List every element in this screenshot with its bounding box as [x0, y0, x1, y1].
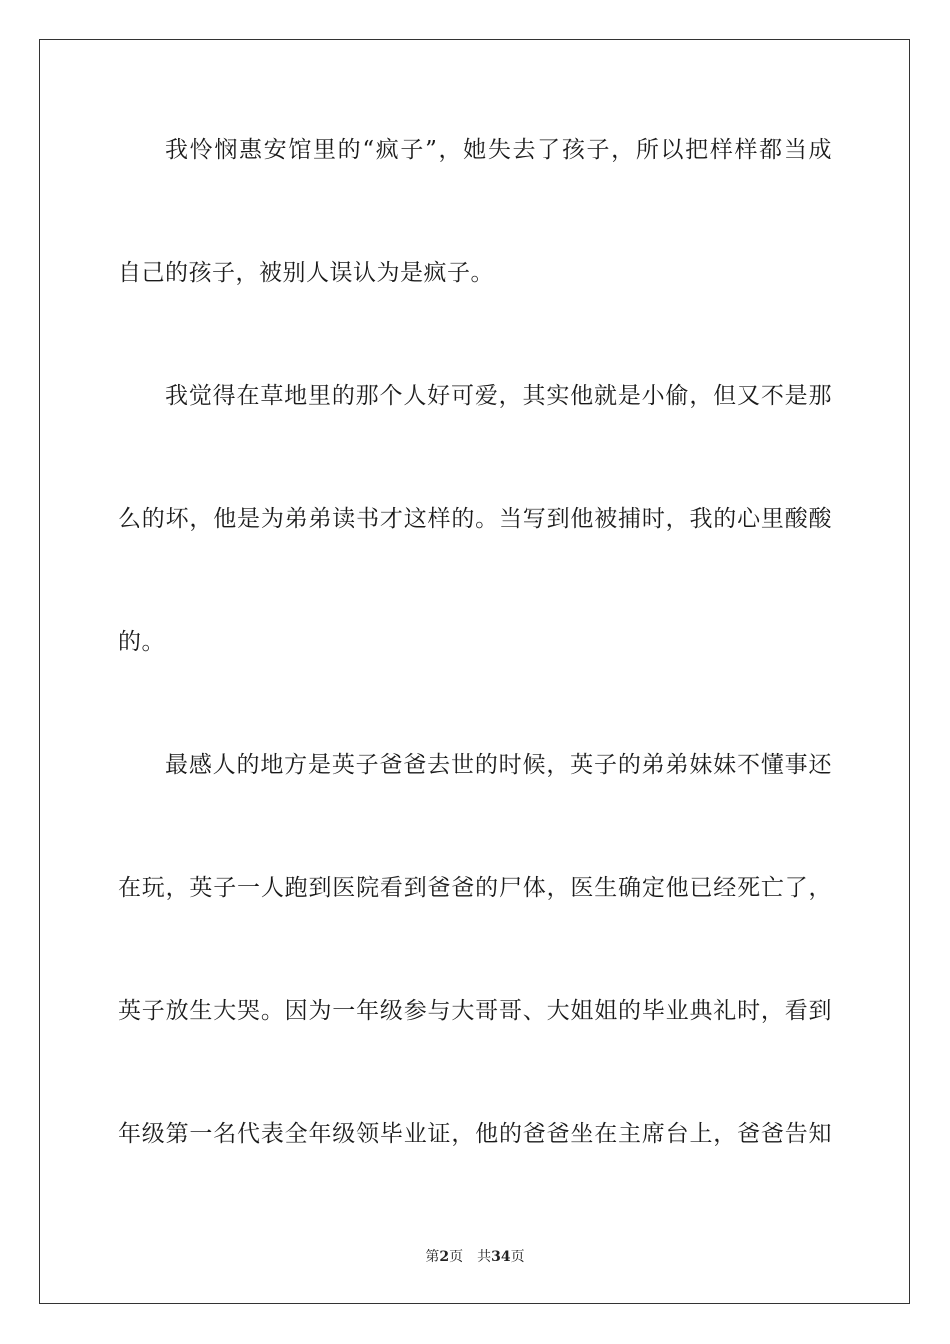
paragraph-line: 的。	[118, 629, 165, 655]
paragraph-line: 我觉得在草地里的那个人好可爱，其实他就是小偷，但又不是那	[165, 383, 832, 409]
paragraph-line: 最感人的地方是英子爸爸去世的时候，英子的弟弟妹妹不懂事还	[165, 752, 832, 778]
paragraph-line: 英子放生大哭。因为一年级参与大哥哥、大姐姐的毕业典礼时，看到	[118, 998, 832, 1024]
paragraph-line: 自己的孩子，被别人误认为是疯子。	[118, 260, 494, 286]
page-footer	[0, 1248, 950, 1266]
paragraph-line: 年级第一名代表全年级领毕业证，他的爸爸坐在主席台上，爸爸告知	[118, 1121, 832, 1147]
paragraph-line: 在玩，英子一人跑到医院看到爸爸的尸体，医生确定他已经死亡了，	[118, 875, 832, 901]
paragraph-line: 么的坏，他是为弟弟读书才这样的。当写到他被捕时，我的心里酸酸	[118, 506, 832, 532]
page-label: 第2页	[425, 1249, 464, 1265]
total-pages-label: 共34页	[477, 1249, 525, 1265]
page-border	[39, 39, 910, 1304]
paragraph-line: 我怜悯惠安馆里的“疯子”，她失去了孩子，所以把样样都当成	[165, 137, 832, 163]
